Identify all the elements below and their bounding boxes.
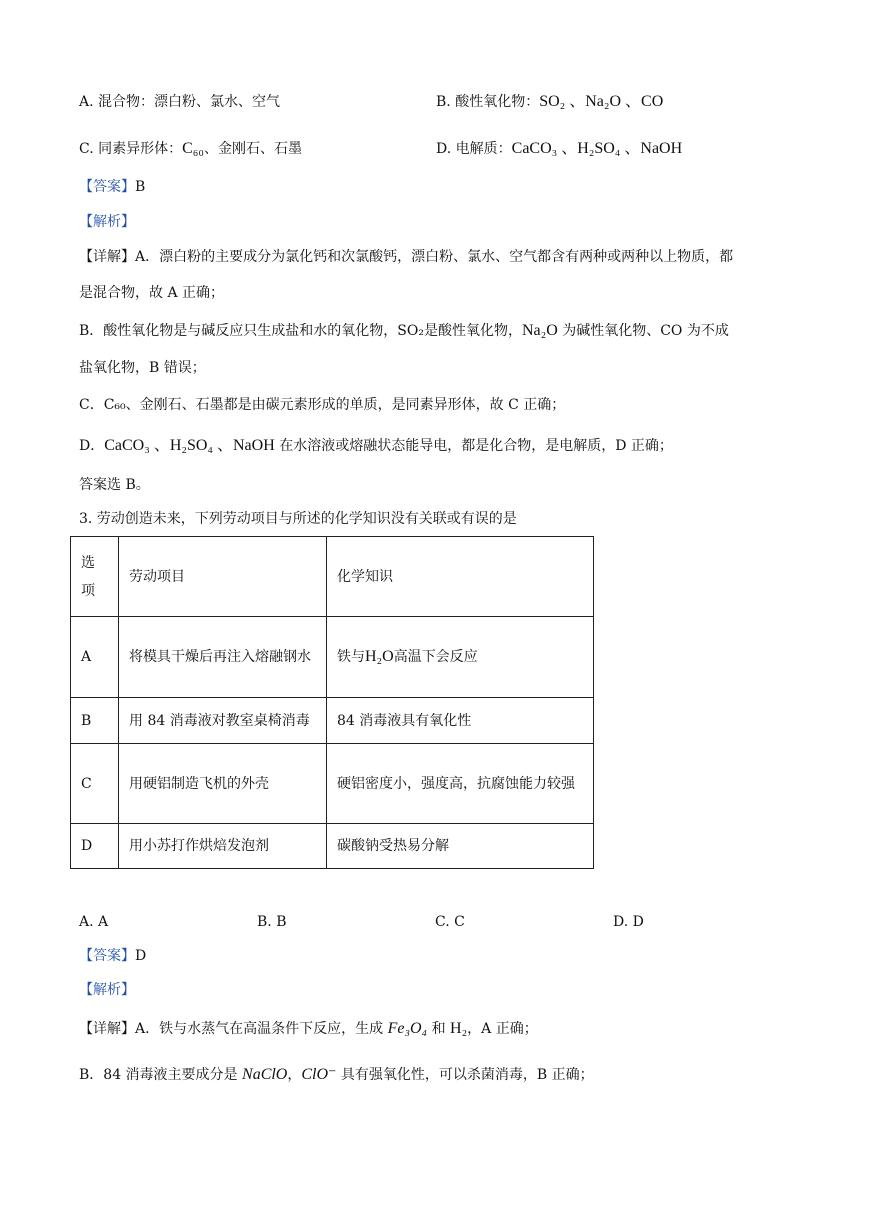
header-knowledge: 化学知识 [327, 537, 594, 617]
detail-a-text: A．漂白粉的主要成分为氯化钙和次氯酸钙，漂白粉、氯水、空气都含有两种或两种以上物质，都 [135, 249, 734, 265]
q2-detail-a-line1 [79, 247, 733, 267]
row-a-knowledge-formula: H₂O [365, 648, 394, 665]
q3-detail-a-suffix: ，A 正确； [467, 1021, 538, 1037]
q3-detail-b-formula2: ClO⁻ [301, 1066, 337, 1083]
q2-conclusion: 答案选 B。 [79, 477, 150, 493]
q2-detail-b-line2: 盐氧化物，B 错误； [79, 360, 206, 376]
answer-tag: 【答案】 [79, 179, 135, 195]
q2-option-d [436, 139, 682, 159]
q2-detail-c: C．C₆₀、金刚石、石墨都是由碳元素形成的单质，是同素异形体，故 C 正确； [79, 397, 566, 413]
table-row [71, 698, 594, 744]
table-row [71, 824, 594, 869]
q3-detail-b-prefix: B．84 消毒液主要成分是 [79, 1067, 243, 1083]
q2-option-b-formula: SO₂ 、Na₂O 、CO [539, 93, 664, 110]
q3-detail-a-formula2: H₂ [450, 1020, 468, 1037]
header-option-text: 选 项 [81, 554, 95, 599]
answer-value: B [135, 179, 146, 195]
q3-detail-a-prefix: A．铁与水蒸气在高温条件下反应，生成 [135, 1021, 388, 1037]
row-a-knowledge-suffix: 高温下会反应 [393, 649, 478, 665]
row-d-project: 用小苏打作烘焙发泡剂 [119, 824, 327, 869]
row-d-knowledge: 碳酸钠受热易分解 [327, 824, 594, 869]
detail-b-text-a: B．酸性氧化物是与碱反应只生成盐和水的氧化物，SO₂是酸性氧化物， [79, 323, 522, 339]
q2-option-c-suffix: 、金刚石、石墨 [203, 141, 302, 157]
detail-d-suffix: 在水溶液或熔融状态能导电，都是化合物，是电解质，D 正确； [274, 438, 673, 454]
q3-stem: 3. 劳动创造未来，下列劳动项目与所述的化学知识没有关联或有误的是 [79, 511, 517, 527]
q2-option-c [79, 139, 302, 159]
q3-detail-b [79, 1065, 594, 1085]
row-b-option: B [71, 698, 119, 744]
table-header-row [71, 537, 594, 617]
detail-tag: 【详解】 [79, 1021, 135, 1037]
row-c-option: C [71, 744, 119, 824]
detail-d-formula: CaCO₃ 、H₂SO₄ 、NaOH [104, 437, 275, 454]
q3-choice-a: A. A [79, 914, 109, 930]
q2-option-c-prefix: C. 同素异形体： [79, 141, 183, 157]
q2-option-d-formula: CaCO₃ 、H₂SO₄ 、NaOH [511, 140, 683, 157]
q3-detail-a-mid: 和 [427, 1021, 451, 1037]
row-c-project: 用硬铝制造飞机的外壳 [119, 744, 327, 824]
q3-analysis-tag: 【解析】 [79, 982, 135, 998]
answer-value: D [135, 948, 147, 964]
row-a-knowledge-prefix: 铁与 [337, 649, 365, 665]
q2-detail-b-line1 [79, 321, 729, 341]
row-a-option: A [71, 617, 119, 698]
row-a-knowledge [327, 617, 594, 698]
row-c-knowledge: 硬铝密度小，强度高，抗腐蚀能力较强 [327, 744, 594, 824]
q2-detail-d [79, 436, 673, 456]
q2-option-d-prefix: D. 电解质： [436, 141, 512, 157]
q2-option-b-prefix: B. 酸性氧化物： [436, 94, 540, 110]
q3-table [70, 536, 594, 869]
q3-detail-b-formula1: NaClO [242, 1066, 288, 1083]
row-d-option: D [71, 824, 119, 869]
row-b-project: 用 84 消毒液对教室桌椅消毒 [119, 698, 327, 744]
detail-d-prefix: D． [79, 438, 105, 454]
row-b-knowledge: 84 消毒液具有氧化性 [327, 698, 594, 744]
q3-choice-d: D. D [613, 914, 644, 930]
table-row [71, 617, 594, 698]
header-project: 劳动项目 [119, 537, 327, 617]
q2-option-b [436, 92, 663, 112]
q3-detail-a-formula1: Fe₃O₄ [387, 1020, 428, 1037]
q2-option-c-formula: C₆₀ [182, 140, 204, 157]
table-row [71, 744, 594, 824]
q3-choice-c: C. C [435, 914, 465, 930]
q2-analysis-tag: 【解析】 [79, 214, 135, 230]
q2-detail-a-line2: 是混合物，故 A 正确； [79, 285, 225, 301]
q3-choice-b: B. B [257, 914, 287, 930]
q3-answer [79, 946, 146, 966]
q2-option-a: A. 混合物：漂白粉、氯水、空气 [79, 94, 281, 110]
header-option [71, 537, 119, 617]
detail-b-text-b: 为碱性氧化物、CO 为不成 [557, 323, 729, 339]
detail-b-formula: Na₂O [521, 322, 558, 339]
answer-tag: 【答案】 [79, 948, 135, 964]
detail-tag: 【详解】 [79, 249, 135, 265]
row-a-project: 将模具干燥后再注入熔融钢水 [119, 617, 327, 698]
q3-detail-b-suffix: 具有强氧化性，可以杀菌消毒，B 正确； [336, 1067, 594, 1083]
q3-detail-a [79, 1019, 538, 1039]
q3-detail-b-mid: ， [287, 1067, 302, 1083]
q2-answer [79, 177, 145, 197]
